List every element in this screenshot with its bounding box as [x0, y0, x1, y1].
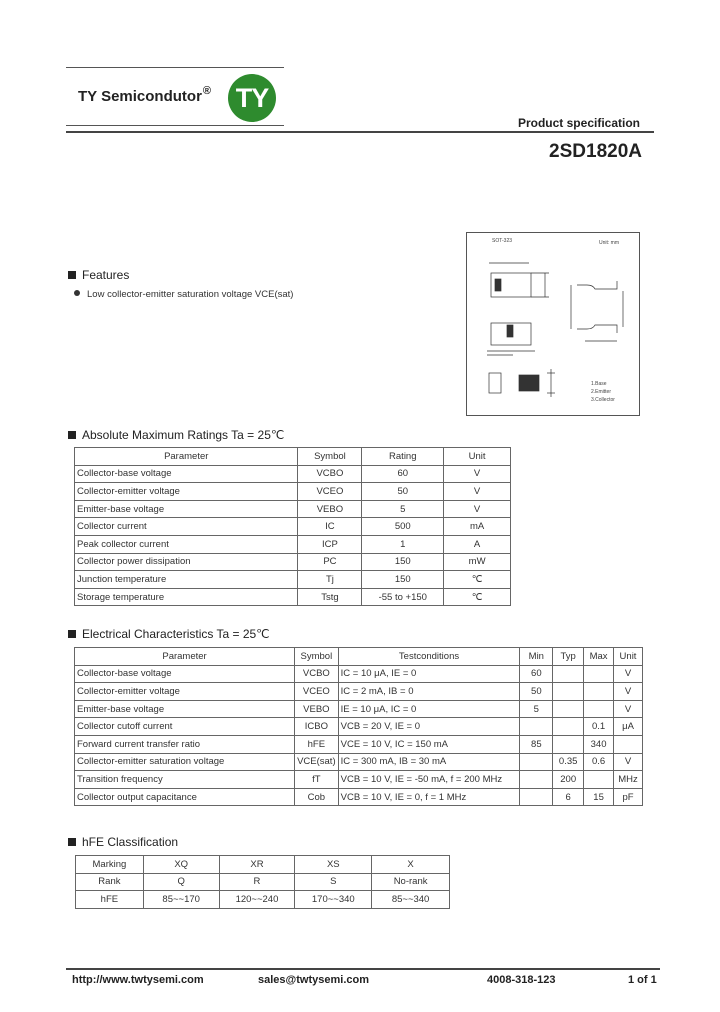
- table-row: [75, 518, 511, 536]
- table-cell: VCEO: [295, 683, 339, 701]
- table-cell: VCBO: [298, 465, 362, 483]
- section-square-icon: [68, 431, 76, 439]
- table-cell: [553, 665, 584, 683]
- table-cell: Collector output capacitance: [75, 788, 295, 806]
- table-row: [76, 891, 450, 909]
- table-cell: 150: [362, 553, 444, 571]
- table-cell: 15: [584, 788, 614, 806]
- table-cell: [584, 665, 614, 683]
- table-row: [75, 535, 511, 553]
- table-row: [75, 718, 643, 736]
- table-cell: 5: [520, 700, 553, 718]
- table-cell: 340: [584, 735, 614, 753]
- table-cell: XQ: [143, 856, 219, 874]
- table-header-cell: Min: [520, 648, 553, 666]
- table-cell: Q: [143, 873, 219, 891]
- table-cell: 6: [553, 788, 584, 806]
- table-cell: [584, 771, 614, 789]
- table-row: [75, 771, 643, 789]
- table-cell: [584, 683, 614, 701]
- footer-phone: 4008-318-123: [487, 974, 556, 986]
- table-row: [75, 665, 643, 683]
- table-cell: 60: [362, 465, 444, 483]
- table-cell: VCBO: [295, 665, 339, 683]
- table-cell: -55 to +150: [362, 588, 444, 606]
- table-cell: V: [444, 500, 511, 518]
- table-cell: [520, 718, 553, 736]
- elec-heading: [68, 627, 270, 641]
- table-cell: XR: [219, 856, 295, 874]
- bullet-icon: [74, 290, 80, 296]
- table-cell: Marking: [76, 856, 144, 874]
- table-header-cell: Unit: [614, 648, 643, 666]
- table-cell: 200: [553, 771, 584, 789]
- table-cell: VEBO: [295, 700, 339, 718]
- hfe-title: hFE Classification: [82, 835, 179, 849]
- table-cell: Junction temperature: [75, 571, 298, 589]
- product-specification: Product specification: [517, 116, 640, 130]
- table-header-cell: Rating: [362, 448, 444, 466]
- table-cell: Collector-emitter voltage: [75, 483, 298, 501]
- table-cell: Collector current: [75, 518, 298, 536]
- table-cell: 50: [362, 483, 444, 501]
- table-row: [75, 553, 511, 571]
- table-cell: VEBO: [298, 500, 362, 518]
- table-cell: [520, 753, 553, 771]
- company-name-text: TY Semicondutor: [78, 88, 202, 105]
- feature-item: [74, 289, 293, 300]
- table-cell: hFE: [76, 891, 144, 909]
- table-cell: Tj: [298, 571, 362, 589]
- table-cell: 0.1: [584, 718, 614, 736]
- unit-note: Unit: mm: [599, 240, 619, 246]
- table-cell: IC = 2 mA, IB = 0: [338, 683, 520, 701]
- table-cell: No-rank: [372, 873, 450, 891]
- table-cell: V: [444, 465, 511, 483]
- table-cell: [553, 683, 584, 701]
- table-cell: IE = 10 μA, IC = 0: [338, 700, 520, 718]
- abs-max-heading: [68, 428, 284, 442]
- table-cell: VCB = 20 V, IE = 0: [338, 718, 520, 736]
- table-header-cell: Symbol: [295, 648, 339, 666]
- table-cell: VCEO: [298, 483, 362, 501]
- table-cell: MHz: [614, 771, 643, 789]
- table-cell: V: [614, 753, 643, 771]
- table-cell: Emitter-base voltage: [75, 500, 298, 518]
- table-header-row: [75, 648, 643, 666]
- table-cell: 85: [520, 735, 553, 753]
- table-header-cell: Unit: [444, 448, 511, 466]
- table-row: [75, 700, 643, 718]
- elec-title: Electrical Characteristics Ta = 25℃: [82, 627, 270, 641]
- table-cell: 500: [362, 518, 444, 536]
- elec-table: [74, 647, 643, 806]
- table-cell: hFE: [295, 735, 339, 753]
- header-top-rule: [66, 67, 284, 68]
- table-cell: pF: [614, 788, 643, 806]
- table-cell: VCB = 10 V, IE = 0, f = 1 MHz: [338, 788, 520, 806]
- header-rule: [66, 131, 654, 133]
- table-cell: fT: [295, 771, 339, 789]
- table-cell: [520, 771, 553, 789]
- company-name: [78, 85, 212, 105]
- table-cell: 0.6: [584, 753, 614, 771]
- table-row: [75, 571, 511, 589]
- package-name: SOT-323: [492, 238, 513, 244]
- table-cell: [614, 735, 643, 753]
- table-header-row: [75, 448, 511, 466]
- table-cell: IC: [298, 518, 362, 536]
- table-cell: R: [219, 873, 295, 891]
- pin-label-1: 1.Base: [591, 381, 607, 387]
- hfe-heading: [68, 835, 178, 849]
- feature-text: Low collector-emitter saturation voltage VCE(sat): [87, 289, 294, 300]
- table-cell: Collector-emitter saturation voltage: [75, 753, 295, 771]
- features-title: Features: [82, 268, 130, 282]
- table-header-cell: Max: [584, 648, 614, 666]
- table-cell: 85~~170: [143, 891, 219, 909]
- table-cell: Cob: [295, 788, 339, 806]
- table-header-cell: Parameter: [75, 448, 298, 466]
- table-row: [75, 683, 643, 701]
- table-cell: ℃: [444, 571, 511, 589]
- footer-website[interactable]: http://www.twtysemi.com: [72, 974, 204, 986]
- table-cell: Collector-base voltage: [75, 465, 298, 483]
- table-cell: Collector-emitter voltage: [75, 683, 295, 701]
- table-cell: [584, 700, 614, 718]
- table-cell: Collector-base voltage: [75, 665, 295, 683]
- table-cell: [553, 718, 584, 736]
- registered-mark: ®: [202, 85, 212, 97]
- table-cell: [520, 788, 553, 806]
- table-cell: Forward current transfer ratio: [75, 735, 295, 753]
- table-cell: ICP: [298, 535, 362, 553]
- table-cell: 150: [362, 571, 444, 589]
- table-cell: V: [614, 683, 643, 701]
- table-row: [75, 788, 643, 806]
- table-cell: [553, 735, 584, 753]
- table-cell: mA: [444, 518, 511, 536]
- table-row: [75, 483, 511, 501]
- hfe-table: [75, 855, 450, 909]
- pin-label-3: 3.Collector: [591, 397, 615, 403]
- package-diagram: [467, 233, 639, 415]
- header-mid-rule: [66, 125, 284, 126]
- table-cell: S: [295, 873, 372, 891]
- pin-label-2: 2.Emitter: [591, 389, 612, 395]
- table-cell: Peak collector current: [75, 535, 298, 553]
- footer-page: 1 of 1: [628, 974, 657, 986]
- table-cell: Storage temperature: [75, 588, 298, 606]
- table-cell: Collector power dissipation: [75, 553, 298, 571]
- table-cell: V: [614, 665, 643, 683]
- table-cell: 5: [362, 500, 444, 518]
- table-cell: IC = 10 μA, IE = 0: [338, 665, 520, 683]
- section-square-icon: [68, 271, 76, 279]
- part-number: 2SD1820A: [549, 141, 642, 162]
- table-cell: Transition frequency: [75, 771, 295, 789]
- abs-max-table: [74, 447, 511, 606]
- table-cell: 170~~340: [295, 891, 372, 909]
- table-row: [75, 465, 511, 483]
- table-cell: Tstg: [298, 588, 362, 606]
- table-cell: [553, 700, 584, 718]
- table-cell: X: [372, 856, 450, 874]
- table-cell: V: [444, 483, 511, 501]
- table-row: [75, 500, 511, 518]
- table-cell: VCB = 10 V, IE = -50 mA, f = 200 MHz: [338, 771, 520, 789]
- package-outline-drawing: [466, 232, 640, 416]
- table-row: [75, 753, 643, 771]
- section-square-icon: [68, 838, 76, 846]
- table-cell: VCE = 10 V, IC = 150 mA: [338, 735, 520, 753]
- table-cell: Rank: [76, 873, 144, 891]
- table-cell: Collector cutoff current: [75, 718, 295, 736]
- section-square-icon: [68, 630, 76, 638]
- table-cell: 85~~340: [372, 891, 450, 909]
- table-cell: 60: [520, 665, 553, 683]
- table-header-cell: Typ: [553, 648, 584, 666]
- table-header-cell: Testconditions: [338, 648, 520, 666]
- footer-rule: [66, 968, 660, 970]
- table-header-cell: Parameter: [75, 648, 295, 666]
- table-cell: 120~~240: [219, 891, 295, 909]
- table-cell: μA: [614, 718, 643, 736]
- table-cell: 0.35: [553, 753, 584, 771]
- table-cell: 1: [362, 535, 444, 553]
- abs-max-title: Absolute Maximum Ratings Ta = 25℃: [82, 428, 285, 442]
- footer-email[interactable]: sales@twtysemi.com: [258, 974, 369, 986]
- table-cell: V: [614, 700, 643, 718]
- table-header-cell: Symbol: [298, 448, 362, 466]
- table-cell: ℃: [444, 588, 511, 606]
- table-cell: 50: [520, 683, 553, 701]
- table-row: [75, 588, 511, 606]
- table-row: [75, 735, 643, 753]
- table-cell: mW: [444, 553, 511, 571]
- features-heading: [68, 268, 129, 282]
- table-row: [76, 856, 450, 874]
- table-cell: Emitter-base voltage: [75, 700, 295, 718]
- table-cell: ICBO: [295, 718, 339, 736]
- table-cell: PC: [298, 553, 362, 571]
- table-cell: IC = 300 mA, IB = 30 mA: [338, 753, 520, 771]
- table-cell: A: [444, 535, 511, 553]
- company-logo: TY: [228, 74, 276, 122]
- table-cell: XS: [295, 856, 372, 874]
- table-cell: VCE(sat): [295, 753, 339, 771]
- table-row: [76, 873, 450, 891]
